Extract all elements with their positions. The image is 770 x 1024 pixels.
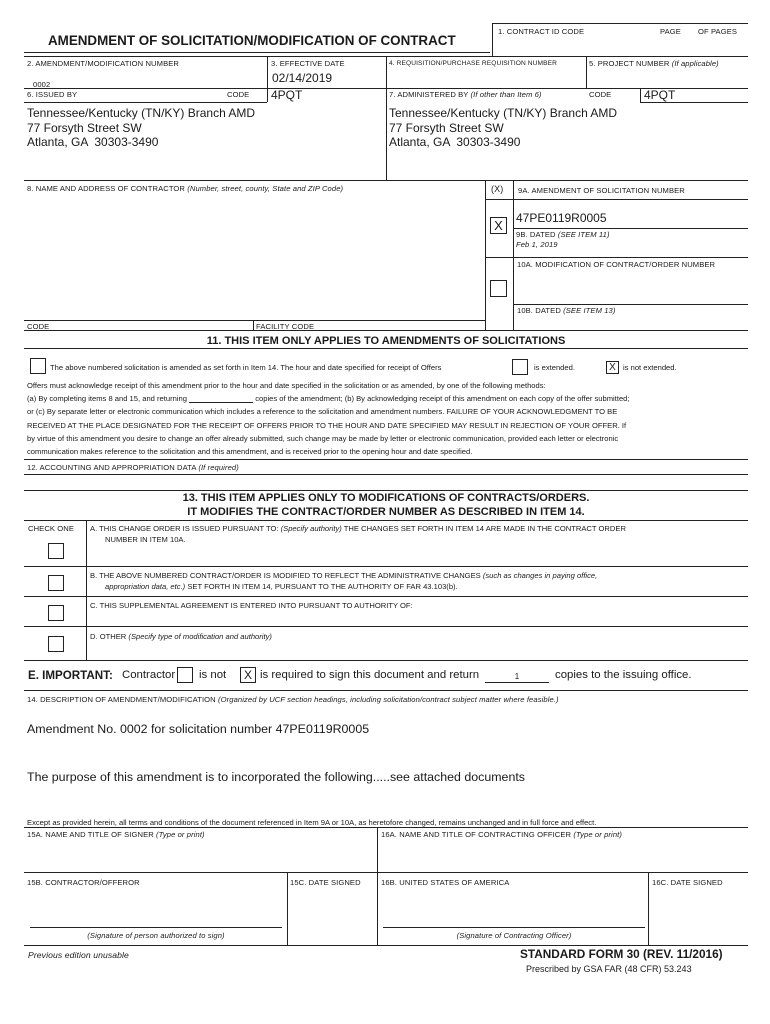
extended-label: is extended.: [534, 363, 575, 372]
item13-header-2: IT MODIFIES THE CONTRACT/ORDER NUMBER AS DESCRIBED IN ITEM 14.: [187, 506, 585, 518]
signer-name-label: 15A. NAME AND TITLE OF SIGNER (Type or print): [27, 830, 205, 839]
contractor-code-label: CODE: [27, 322, 50, 331]
amendment-number-value[interactable]: 0002: [33, 80, 51, 89]
item13a-line2: NUMBER IN ITEM 10A.: [105, 535, 186, 544]
is-required-checkbox[interactable]: X: [240, 667, 256, 683]
copies-value: 1: [514, 672, 520, 681]
administered-code-label: CODE: [589, 90, 612, 99]
previous-edition-note: Previous edition unusable: [28, 950, 129, 960]
item9b-label: 9B. DATED (SEE ITEM 11): [516, 230, 610, 239]
important-label: E. IMPORTANT:: [28, 669, 113, 682]
copies-suffix: copies to the issuing office.: [555, 669, 692, 681]
item10a-checkbox[interactable]: [490, 280, 507, 297]
item12-label: 12. ACCOUNTING AND APPROPRIATION DATA (If required): [27, 463, 239, 472]
administered-code-value[interactable]: 4PQT: [644, 88, 676, 102]
item9a-checkbox[interactable]: X: [490, 217, 507, 234]
item11-para-6: communication makes reference to the solicitation and this amendment, and is received prior to the opening hour and date specified.: [27, 447, 473, 456]
contractor-word: Contractor: [122, 669, 176, 681]
item13c-checkbox[interactable]: [48, 605, 64, 621]
is-required-label: is required to sign this document and return: [260, 669, 480, 681]
administered-by-address[interactable]: Tennessee/Kentucky (TN/KY) Branch AMD 77 Forsyth Street SW Atlanta, GA 30303-3490: [389, 106, 618, 149]
check-one-label: CHECK ONE: [28, 524, 75, 533]
item13a-line1: A. THIS CHANGE ORDER IS ISSUED PURSUANT TO: (Specify authority) THE CHANGES SET FORTH IN ITEM 14 ARE MADE IN THE CONTRACT ORDER: [90, 524, 626, 533]
item13c-line: C. THIS SUPPLEMENTAL AGREEMENT IS ENTERED INTO PURSUANT TO AUTHORITY OF:: [90, 601, 413, 610]
form-name: STANDARD FORM 30 (REV. 11/2016): [520, 947, 723, 961]
administered-by-label: 7. ADMINISTERED BY (If other than Item 6): [389, 90, 542, 99]
not-extended-label: is not extended.: [623, 363, 677, 372]
item11-line1: The above numbered solicitation is amended as set forth in Item 14. The hour and date specified for receipt of Offers: [50, 363, 442, 372]
page-label: PAGE: [660, 27, 681, 36]
is-not-label: is not: [199, 669, 227, 681]
item11-checkbox[interactable]: [30, 358, 46, 374]
contract-id-label: 1. CONTRACT ID CODE: [498, 27, 585, 36]
officer-name-label: 16A. NAME AND TITLE OF CONTRACTING OFFICER (Type or print): [381, 830, 622, 839]
item14-description-line1[interactable]: Amendment No. 0002 for solicitation number 47PE0119R0005: [27, 722, 370, 736]
extended-checkbox[interactable]: [512, 359, 528, 375]
contractor-signature-line[interactable]: [30, 895, 282, 927]
item10a-label: 10A. MODIFICATION OF CONTRACT/ORDER NUMBER: [517, 260, 716, 269]
project-number-label: 5. PROJECT NUMBER (If applicable): [589, 59, 719, 68]
item11-para-3: or (c) By separate letter or electronic communication which includes a reference to the solicitation and amendment numbers. FAILURE OF YOUR ACKNOWLEDGMENT TO BE: [27, 407, 618, 416]
issued-by-label: 6. ISSUED BY: [27, 90, 78, 99]
officer-date-signed-label: 16C. DATE SIGNED: [652, 878, 723, 887]
requisition-label: 4. REQUISITION/PURCHASE REQUISITION NUMBER: [389, 60, 557, 67]
item11-para-4: RECEIVED AT THE PLACE DESIGNATED FOR THE RECEIPT OF OFFERS PRIOR TO THE HOUR AND DATE SPECIFIED MAY RESULT IN REJECTION OF YOUR OFFER. If: [27, 421, 627, 430]
item11-para-2: (a) By completing items 8 and 15, and returning copies of the amendment; (b) By acknowledging receipt of this amendment on each copy of the offer submitted;: [27, 394, 630, 403]
item14-description-line2[interactable]: The purpose of this amendment is to incorporated the following.....see attached documents: [27, 770, 525, 784]
officer-signature-line[interactable]: [383, 895, 645, 927]
item11-header: 11. THIS ITEM ONLY APPLIES TO AMENDMENTS OF SOLICITATIONS: [206, 335, 566, 347]
x-column-label: (X): [491, 184, 504, 194]
effective-date-label: 3. EFFECTIVE DATE: [271, 59, 345, 68]
item13-header-1: 13. THIS ITEM APPLIES ONLY TO MODIFICATIONS OF CONTRACTS/ORDERS.: [182, 492, 590, 504]
form-title: AMENDMENT OF SOLICITATION/MODIFICATION OF CONTRACT: [48, 33, 456, 48]
facility-code-label: FACILITY CODE: [256, 322, 315, 331]
item9a-label: 9A. AMENDMENT OF SOLICITATION NUMBER: [518, 186, 685, 195]
not-extended-checkbox[interactable]: X: [606, 361, 619, 374]
item13b-line1: B. THE ABOVE NUMBERED CONTRACT/ORDER IS MODIFIED TO REFLECT THE ADMINISTRATIVE CHANGES (such as changes in paying office,: [90, 571, 598, 580]
item11-para-1: Offers must acknowledge receipt of this amendment prior to the hour and date specified in the solicitation or as amended, by one of the following methods:: [27, 381, 546, 390]
item10b-label: 10B. DATED (SEE ITEM 13): [517, 306, 616, 315]
signature-person-caption: (Signature of person authorized to sign): [87, 931, 225, 940]
item11-para-5: by virtue of this amendment you desire to change an offer already submitted, such change may be made by letter or electronic communication, provided each letter or electronic: [27, 434, 619, 443]
returning-copies-blank[interactable]: [189, 395, 253, 403]
except-provided-text: Except as provided herein, all terms and conditions of the document referenced in Item 9A or 10A, as heretofore changed, remains unchanged and in full force and effect.: [27, 818, 597, 827]
item9b-value[interactable]: Feb 1, 2019: [516, 240, 558, 249]
issued-by-address[interactable]: Tennessee/Kentucky (TN/KY) Branch AMD 77 Forsyth Street SW Atlanta, GA 30303-3490: [27, 106, 256, 149]
issued-code-label: CODE: [227, 90, 250, 99]
amendment-number-label: 2. AMENDMENT/MODIFICATION NUMBER: [27, 59, 179, 68]
item13b-checkbox[interactable]: [48, 575, 64, 591]
item13a-checkbox[interactable]: [48, 543, 64, 559]
issued-code-value[interactable]: 4PQT: [271, 88, 303, 102]
contractor-date-signed-label: 15C. DATE SIGNED: [290, 878, 361, 887]
prescribed-by: Prescribed by GSA FAR (48 CFR) 53.243: [526, 964, 692, 974]
item14-label: 14. DESCRIPTION OF AMENDMENT/MODIFICATION (Organized by UCF section headings, including solicitation/contract subject matter where feasible.): [27, 695, 559, 704]
item13d-checkbox[interactable]: [48, 636, 64, 652]
effective-date-value[interactable]: 02/14/2019: [272, 71, 333, 85]
item13d-line: D. OTHER (Specify type of modification and authority): [90, 632, 272, 641]
united-states-label: 16B. UNITED STATES OF AMERICA: [381, 878, 510, 887]
copies-blank[interactable]: [485, 670, 549, 683]
item9a-value[interactable]: 47PE0119R0005: [516, 211, 607, 225]
contractor-label: 8. NAME AND ADDRESS OF CONTRACTOR (Number, street, county, State and ZIP Code): [27, 184, 344, 193]
item13b-line2: appropriation data, etc.) SET FORTH IN ITEM 14, PURSUANT TO THE AUTHORITY OF FAR 43.103(b).: [105, 582, 458, 591]
contractor-offeror-label: 15B. CONTRACTOR/OFFEROR: [27, 878, 140, 887]
of-pages-label: OF PAGES: [698, 27, 738, 36]
signature-officer-caption: (Signature of Contracting Officer): [456, 931, 572, 940]
contractor-checkbox[interactable]: [177, 667, 193, 683]
